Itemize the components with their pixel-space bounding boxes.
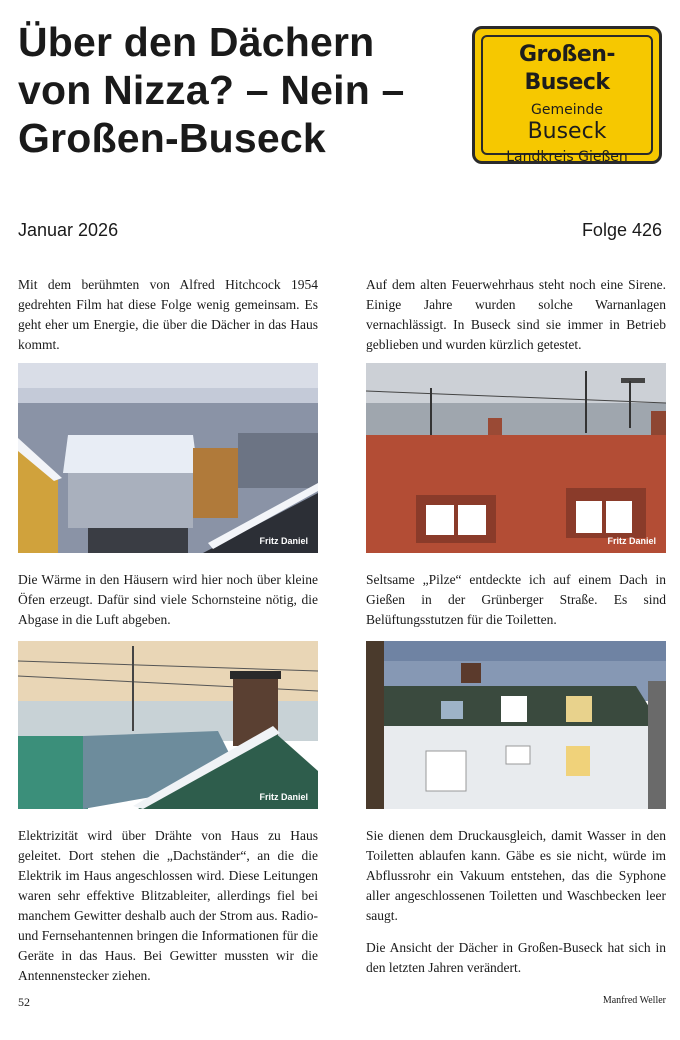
title-line-2: von Nizza? – Nein – [18,67,405,113]
white-house-image [366,641,666,809]
photo-credit: Fritz Daniel [259,792,308,802]
author-name: Manfred Weller [602,995,666,1006]
photo-white-house [366,641,666,809]
episode-number: Folge 426 [581,220,662,240]
power-lines-image [18,641,318,809]
photo-snowy-houses [18,363,318,553]
town-sign [472,26,662,164]
sign-municipality: Buseck [527,119,607,144]
paragraph-intro: Mit dem berühmten von Alfred Hitchcock 1954 gedrehten Film hat diese Folge wenig gemeinsam. Es geht eher um Energie, die über die Dächer in das Haus kommt. [18,277,318,352]
photo-credit: Fritz Daniel [259,536,308,546]
sign-town-name: Großen-Buseck [518,42,616,95]
sign-district: Landkreis Gießen [506,149,628,165]
paragraph-chimneys: Die Wärme in den Häusern wird hier noch über kleine Öfen erzeugt. Dafür sind viele Schornsteine nötig, die Abgase in die Luft abgeben. [18,572,318,627]
town-sign-border [481,35,653,165]
title-line-3: Großen-Buseck [18,115,326,161]
paragraph-vent-pipes: Seltsame „Pilze“ entdeckte ich auf einem Dach in Gießen in der Grünberger Straße. Es sind Belüftungsstutzen für die Toiletten. [366,572,666,627]
photo-red-roof [366,363,666,553]
red-roof-image [366,363,666,553]
article-title [18,18,458,162]
photo-power-lines [18,641,318,809]
title-line-1: Über den Dächern [18,19,375,65]
page-number: 52 [18,995,30,1009]
issue-date: Januar 2026 [18,220,119,240]
paragraph-electricity: Elektrizität wird über Drähte von Haus zu Haus geleitet. Dort stehen die „Dachständer“, an die die Elektrik im Haus angeschlossen wird. Diese Leitungen waren sehr effektive Blitzableiter, allerdings fiel bei manchem Gewitter deshalb auch der Strom aus. Radio- und Fernsehantennen bringen die Informationen für die Geräte in das Haus. Bei Gewitter mussten wir die Antennenstecker ziehen. [18,828,318,983]
paragraph-pressure: Sie dienen dem Druckausgleich, damit Wasser in den Toiletten ablaufen kann. Gäbe es sie nicht, würde im Abflussrohr ein Vakuum entstehen, das die Syphone aller angeschlossenen Toiletten und Waschbecken leer saugt. [366,828,666,923]
paragraph-siren: Auf dem alten Feuerwehrhaus steht noch eine Sirene. Einige Jahre wurden solche Warnanlagen vernachlässigt. In Buseck sind sie immer in Betrieb geblieben und wurden kürzlich getestet. [366,277,666,352]
paragraph-view: Die Ansicht der Dächer in Großen-Buseck hat sich in den letzten Jahren verändert. [366,940,666,975]
photo-credit: Fritz Daniel [607,536,656,546]
snowy-houses-image [18,363,318,553]
sign-label: Gemeinde [531,102,603,118]
